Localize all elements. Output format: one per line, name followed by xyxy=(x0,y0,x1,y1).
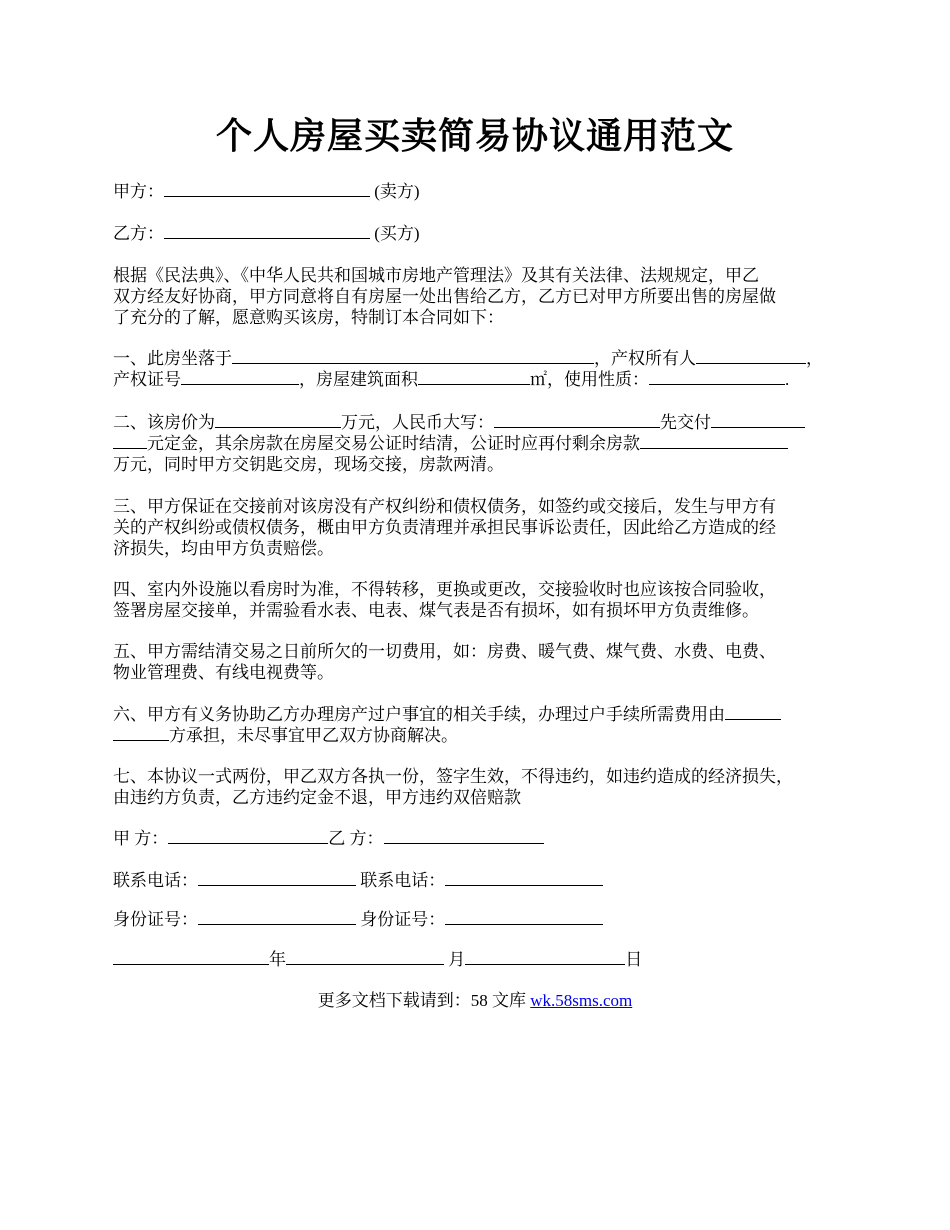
clause-1-text: ，产权所有人 xyxy=(594,349,696,368)
clause-6-text: 六、甲方有义务协助乙方办理房产过户事宜的相关手续，办理过户手续所需费用由 xyxy=(113,705,725,724)
clause-2 xyxy=(113,412,841,475)
id-row xyxy=(113,909,841,930)
party-a-phone-blank xyxy=(198,870,356,886)
party-b-blank xyxy=(164,223,370,239)
usage-blank xyxy=(649,369,785,385)
clause-1-text: 一、此房坐落于 xyxy=(113,349,232,368)
area-blank xyxy=(418,369,530,385)
remaining-blank xyxy=(640,433,788,449)
party-b-label: 乙方： xyxy=(113,224,164,243)
party-a-label: 甲方： xyxy=(113,182,164,201)
signature-row xyxy=(113,828,841,849)
clause-4-line: 签署房屋交接单，并需验看水表、电表、煤气表是否有损坏，如有损坏甲方负责维修。 xyxy=(113,601,759,620)
clause-6-line-2 xyxy=(113,725,841,746)
cert-number-blank xyxy=(181,369,299,385)
date-row xyxy=(113,949,841,970)
party-a-sign-blank xyxy=(168,828,328,844)
clause-5-line: 五、甲方需结清交易之日前所欠的一切费用，如：房费、暖气费、煤气费、水费、电费、 xyxy=(113,642,776,661)
clause-1-text: . xyxy=(785,370,790,389)
deposit-blank-cont xyxy=(113,433,147,449)
clause-4-line: 四、室内外设施以看房时为准，不得转移，更换或更改，交接验收时也应该按合同验收， xyxy=(113,580,776,599)
day-blank xyxy=(465,949,625,965)
clause-7 xyxy=(113,766,841,808)
clause-6-line-1 xyxy=(113,704,841,725)
party-a-sign-label: 甲 方： xyxy=(113,829,169,848)
year-blank xyxy=(113,949,269,965)
clause-3-line: 济损失，均由甲方负责赔偿。 xyxy=(113,539,334,558)
clause-1-text: ， xyxy=(806,349,823,368)
price-words-blank xyxy=(494,412,660,428)
party-a-phone-label: 联系电话： xyxy=(113,871,198,890)
party-a-role: (卖方) xyxy=(370,182,420,201)
intro-line: 双方经友好协商，甲方同意将自有房屋一处出售给乙方，乙方已对甲方所要出售的房屋做 xyxy=(113,287,776,306)
footer-link[interactable]: wk.58sms.com xyxy=(530,991,633,1010)
deposit-blank xyxy=(711,412,805,428)
footer-text: 更多文档下载请到：58 文库 xyxy=(317,991,531,1010)
party-b-role: (买方) xyxy=(370,224,420,243)
party-a-id-label: 身份证号： xyxy=(113,910,198,929)
clause-4 xyxy=(113,579,841,621)
clause-7-line: 七、本协议一式两份，甲乙双方各执一份，签字生效，不得违约，如违约造成的经济损失， xyxy=(113,767,793,786)
party-a-line xyxy=(113,181,841,202)
fee-bearer-blank-cont xyxy=(113,725,169,741)
month-label: 月 xyxy=(448,950,466,969)
intro-line: 了充分的了解，愿意购买该房，特制订本合同如下： xyxy=(113,308,504,327)
day-label: 日 xyxy=(625,950,643,969)
clause-3-line: 关的产权纠纷或债权债务，概由甲方负责清理并承担民事诉讼责任，因此给乙方造成的经 xyxy=(113,518,776,537)
party-a-id-blank xyxy=(198,909,356,925)
party-b-phone-label: 联系电话： xyxy=(360,871,446,890)
month-blank xyxy=(286,949,444,965)
party-b-id-blank xyxy=(445,909,603,925)
clause-1 xyxy=(113,348,841,390)
year-label: 年 xyxy=(269,950,286,969)
clause-2-line-1 xyxy=(113,412,841,433)
clause-2-line-2 xyxy=(113,433,841,454)
clause-2-text: 万元，人民币大写： xyxy=(341,413,494,432)
location-blank xyxy=(232,348,594,364)
clause-2-text: 先交付 xyxy=(660,413,711,432)
clause-6-text: 方承担，未尽事宜甲乙双方协商解决。 xyxy=(169,726,458,745)
clause-1-line-2 xyxy=(113,369,841,390)
clause-7-line: 由违约方负责，乙方违约定金不退，甲方违约双倍赔款 xyxy=(113,788,521,807)
clause-1-text: 产权证号 xyxy=(113,370,181,389)
clause-6 xyxy=(113,704,841,746)
clause-1-text: ，房屋建筑面积 xyxy=(299,370,418,389)
price-blank xyxy=(215,412,341,428)
clause-3-line: 三、甲方保证在交接前对该房没有产权纠纷和债权债务，如签约或交接后，发生与甲方有 xyxy=(113,497,776,516)
party-b-sign-label: 乙 方： xyxy=(328,829,384,848)
clause-5 xyxy=(113,641,841,683)
clause-2-text: 二、该房价为 xyxy=(113,413,215,432)
clause-3 xyxy=(113,496,841,559)
party-b-id-label: 身份证号： xyxy=(360,910,446,929)
clause-5-line: 物业管理费、有线电视费等。 xyxy=(113,663,334,682)
intro-paragraph xyxy=(113,265,841,328)
party-b-line xyxy=(113,223,841,244)
clause-1-line-1 xyxy=(113,348,841,369)
clause-1-text: ㎡，使用性质： xyxy=(530,370,649,389)
fee-bearer-blank xyxy=(725,704,781,720)
document-title: 个人房屋买卖简易协议通用范文 xyxy=(215,116,734,156)
footer xyxy=(0,990,950,1011)
intro-line: 根据《民法典》、《中华人民共和国城市房地产管理法》及其有关法律、法规规定，甲乙 xyxy=(113,266,759,285)
phone-row xyxy=(113,870,841,891)
clause-2-line-3: 万元，同时甲方交钥匙交房，现场交接，房款两清。 xyxy=(113,455,504,474)
owner-blank xyxy=(696,348,806,364)
party-b-phone-blank xyxy=(445,870,603,886)
clause-2-text: 元定金，其余房款在房屋交易公证时结清，公证时应再付剩余房款 xyxy=(147,434,640,453)
party-a-blank xyxy=(164,181,370,197)
party-b-sign-blank xyxy=(384,828,544,844)
